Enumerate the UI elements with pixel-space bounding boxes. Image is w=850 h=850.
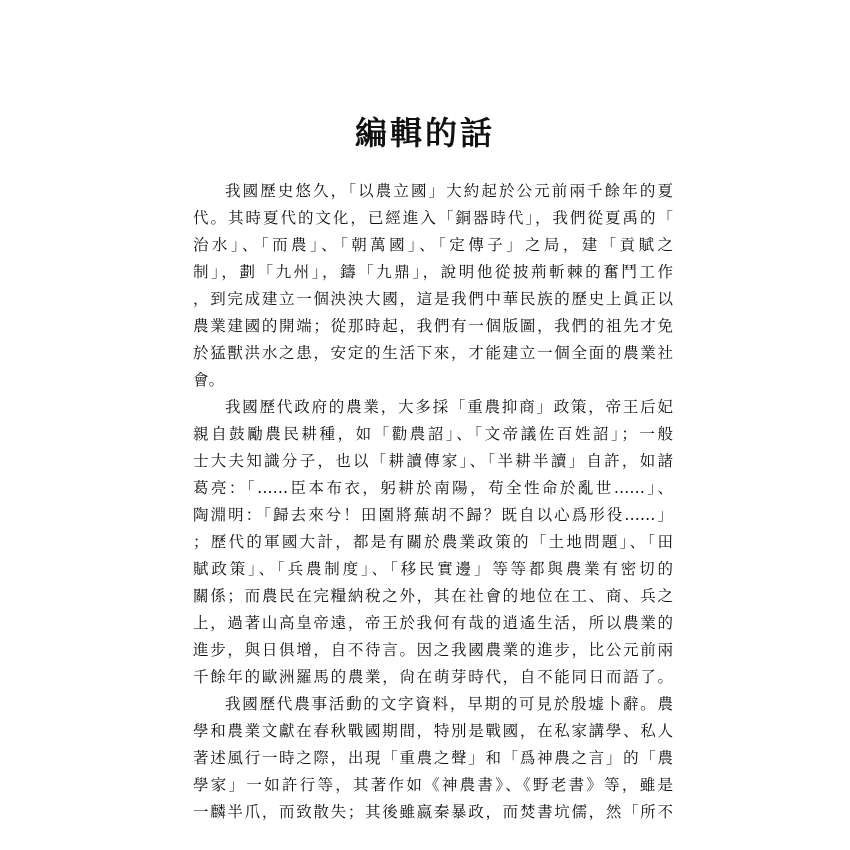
text-line: 農業建國的開端；從那時起，我們有一個版圖，我們的祖先才免 — [193, 317, 673, 335]
page-title: 編輯的話 — [354, 114, 495, 152]
text-line: 士大夫知識分子，也以「耕讀傳家」、「半耕半讀」自許，如諸 — [193, 452, 673, 470]
text-line: 我國歷代農事活動的文字資料，早期的可見於殷墟卜辭。農 — [225, 695, 673, 713]
text-line: 我國歷史悠久，「以農立國」大約起於公元前兩千餘年的夏 — [225, 182, 673, 200]
text-line: 葛亮：「……臣本布衣，躬耕於南陽，苟全性命於亂世……」、 — [193, 479, 673, 497]
text-line: 制」，劃「九州」，鑄「九鼎」，說明他從披荊斬棘的奮鬥工作 — [193, 263, 673, 281]
text-line: 學家」一如許行等，其著作如《神農書》、《野老書》等，雖是 — [193, 776, 673, 794]
text-line: 我國歷代政府的農業，大多採「重農抑商」政策，帝王后妃 — [225, 398, 673, 416]
text-line: 親自鼓勵農民耕種，如「勸農詔」、「文帝議佐百姓詔」；一般 — [193, 425, 673, 443]
text-line: ；歷代的軍國大計，都是有關於農業政策的「土地問題」、「田 — [193, 533, 673, 551]
text-line: 一麟半爪，而致散失；其後雖嬴秦暴政，而焚書坑儒，然「所不 — [193, 803, 673, 821]
text-line: 著述風行一時之際，出現「重農之聲」和「爲神農之言」的「農 — [193, 749, 673, 767]
text-line: 治水」、「而農」、「朝萬國」、「定傳子」之局，建「貢賦之 — [193, 236, 673, 254]
body-text — [193, 178, 673, 826]
text-line: 上，過著山高皇帝遠，帝王於我何有哉的逍遙生活，所以農業的 — [193, 614, 673, 632]
text-line: 於猛獸洪水之患，安定的生活下來，才能建立一個全面的農業社 — [193, 344, 673, 362]
text-line: 進步，與日俱增，自不待言。因之我國農業的進步，比公元前兩 — [193, 641, 673, 659]
text-line: 學和農業文獻在春秋戰國期間，特別是戰國，在私家講學、私人 — [193, 722, 673, 740]
text-line: 賦政策」、「兵農制度」、「移民實邊」等等都與農業有密切的 — [193, 560, 673, 578]
text-line: ，到完成建立一個泱泱大國，這是我們中華民族的歷史上眞正以 — [193, 290, 673, 308]
text-line: 代。其時夏代的文化，已經進入「銅器時代」，我們從夏禹的「 — [193, 209, 673, 227]
text-line: 會。 — [193, 371, 225, 389]
text-line: 千餘年的歐洲羅馬的農業，尙在萌芽時代，自不能同日而語了。 — [193, 668, 673, 686]
text-line: 陶淵明：「歸去來兮！田園將蕪胡不歸？既自以心爲形役……」 — [193, 506, 673, 524]
text-line: 關係；而農民在完糧納稅之外，其在社會的地位在工、商、兵之 — [193, 587, 673, 605]
